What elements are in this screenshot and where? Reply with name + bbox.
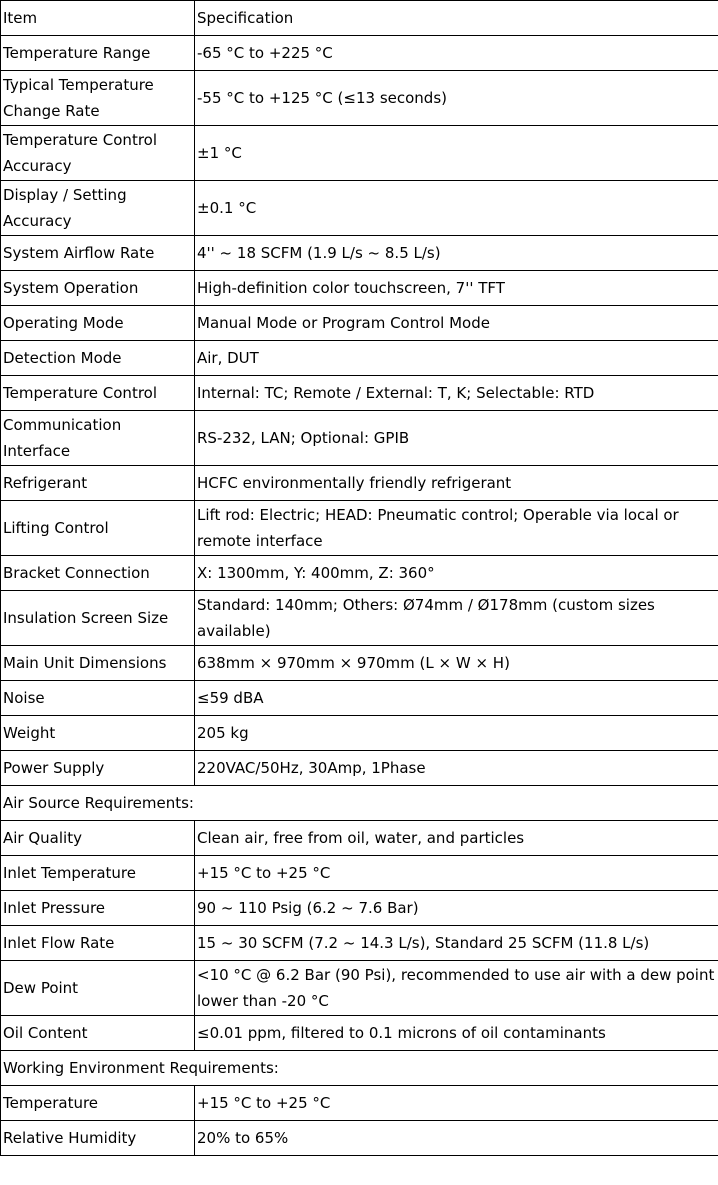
item-cell: Refrigerant	[1, 466, 195, 501]
item-cell: Inlet Temperature	[1, 856, 195, 891]
item-cell: System Operation	[1, 271, 195, 306]
spec-cell: Air, DUT	[195, 341, 718, 376]
item-cell: Power Supply	[1, 751, 195, 786]
header-spec: Specification	[195, 1, 718, 36]
table-row	[1, 466, 718, 501]
spec-cell: Clean air, free from oil, water, and particles	[195, 821, 718, 856]
item-cell: Relative Humidity	[1, 1121, 195, 1156]
spec-cell: 15 ~ 30 SCFM (7.2 ~ 14.3 L/s), Standard 25 SCFM (11.8 L/s)	[195, 926, 718, 961]
header-item: Item	[1, 1, 195, 36]
section-header-air	[1, 786, 718, 821]
item-cell: Temperature Range	[1, 36, 195, 71]
spec-cell: X: 1300mm, Y: 400mm, Z: 360°	[195, 556, 718, 591]
spec-cell: ±0.1 °C	[195, 181, 718, 236]
spec-cell: RS-232, LAN; Optional: GPIB	[195, 411, 718, 466]
table-row	[1, 71, 718, 126]
spec-cell: 205 kg	[195, 716, 718, 751]
spec-cell: Internal: TC; Remote / External: T, K; Selectable: RTD	[195, 376, 718, 411]
table-row	[1, 891, 718, 926]
table-row	[1, 961, 718, 1016]
item-cell: Oil Content	[1, 1016, 195, 1051]
item-cell: System Airflow Rate	[1, 236, 195, 271]
table-row	[1, 36, 718, 71]
section-title: Working Environment Requirements:	[1, 1051, 718, 1086]
spec-cell: Standard: 140mm; Others: Ø74mm / Ø178mm (custom sizes available)	[195, 591, 718, 646]
table-row	[1, 1121, 718, 1156]
spec-cell: ≤59 dBA	[195, 681, 718, 716]
spec-cell: <10 °C @ 6.2 Bar (90 Psi), recommended to use air with a dew point lower than -20 °C	[195, 961, 718, 1016]
table-row	[1, 236, 718, 271]
item-cell: Inlet Pressure	[1, 891, 195, 926]
table-row	[1, 126, 718, 181]
section-header-environment	[1, 1051, 718, 1086]
item-cell: Air Quality	[1, 821, 195, 856]
table-row	[1, 856, 718, 891]
spec-cell: Lift rod: Electric; HEAD: Pneumatic control; Operable via local or remote interface	[195, 501, 718, 556]
item-cell: Inlet Flow Rate	[1, 926, 195, 961]
item-cell: Lifting Control	[1, 501, 195, 556]
table-row	[1, 411, 718, 466]
table-row	[1, 681, 718, 716]
table-row	[1, 591, 718, 646]
table-row	[1, 306, 718, 341]
table-row	[1, 376, 718, 411]
spec-cell: +15 °C to +25 °C	[195, 1086, 718, 1121]
table-row	[1, 926, 718, 961]
table-row	[1, 646, 718, 681]
item-cell: Insulation Screen Size	[1, 591, 195, 646]
spec-cell: High-definition color touchscreen, 7'' TFT	[195, 271, 718, 306]
item-cell: Communication Interface	[1, 411, 195, 466]
table-row	[1, 821, 718, 856]
spec-cell: ±1 °C	[195, 126, 718, 181]
spec-cell: Manual Mode or Program Control Mode	[195, 306, 718, 341]
spec-cell: 90 ~ 110 Psig (6.2 ~ 7.6 Bar)	[195, 891, 718, 926]
spec-cell: +15 °C to +25 °C	[195, 856, 718, 891]
table-row	[1, 271, 718, 306]
spec-cell: 638mm × 970mm × 970mm (L × W × H)	[195, 646, 718, 681]
table-row	[1, 501, 718, 556]
table-row	[1, 341, 718, 376]
table-row	[1, 556, 718, 591]
item-cell: Temperature Control	[1, 376, 195, 411]
header-row	[1, 1, 718, 36]
section-title: Air Source Requirements:	[1, 786, 718, 821]
item-cell: Detection Mode	[1, 341, 195, 376]
table-row	[1, 1016, 718, 1051]
spec-cell: 20% to 65%	[195, 1121, 718, 1156]
item-cell: Typical Temperature Change Rate	[1, 71, 195, 126]
table-row	[1, 751, 718, 786]
spec-cell: 220VAC/50Hz, 30Amp, 1Phase	[195, 751, 718, 786]
spec-cell: ≤0.01 ppm, filtered to 0.1 microns of oil contaminants	[195, 1016, 718, 1051]
item-cell: Temperature	[1, 1086, 195, 1121]
spec-cell: -65 °C to +225 °C	[195, 36, 718, 71]
item-cell: Weight	[1, 716, 195, 751]
item-cell: Display / Setting Accuracy	[1, 181, 195, 236]
item-cell: Main Unit Dimensions	[1, 646, 195, 681]
item-cell: Operating Mode	[1, 306, 195, 341]
item-cell: Bracket Connection	[1, 556, 195, 591]
item-cell: Noise	[1, 681, 195, 716]
item-cell: Dew Point	[1, 961, 195, 1016]
spec-cell: HCFC environmentally friendly refrigerant	[195, 466, 718, 501]
table-row	[1, 181, 718, 236]
item-cell: Temperature Control Accuracy	[1, 126, 195, 181]
table-row	[1, 1086, 718, 1121]
spec-cell: 4'' ~ 18 SCFM (1.9 L/s ~ 8.5 L/s)	[195, 236, 718, 271]
table-row	[1, 716, 718, 751]
spec-cell: -55 °C to +125 °C (≤13 seconds)	[195, 71, 718, 126]
